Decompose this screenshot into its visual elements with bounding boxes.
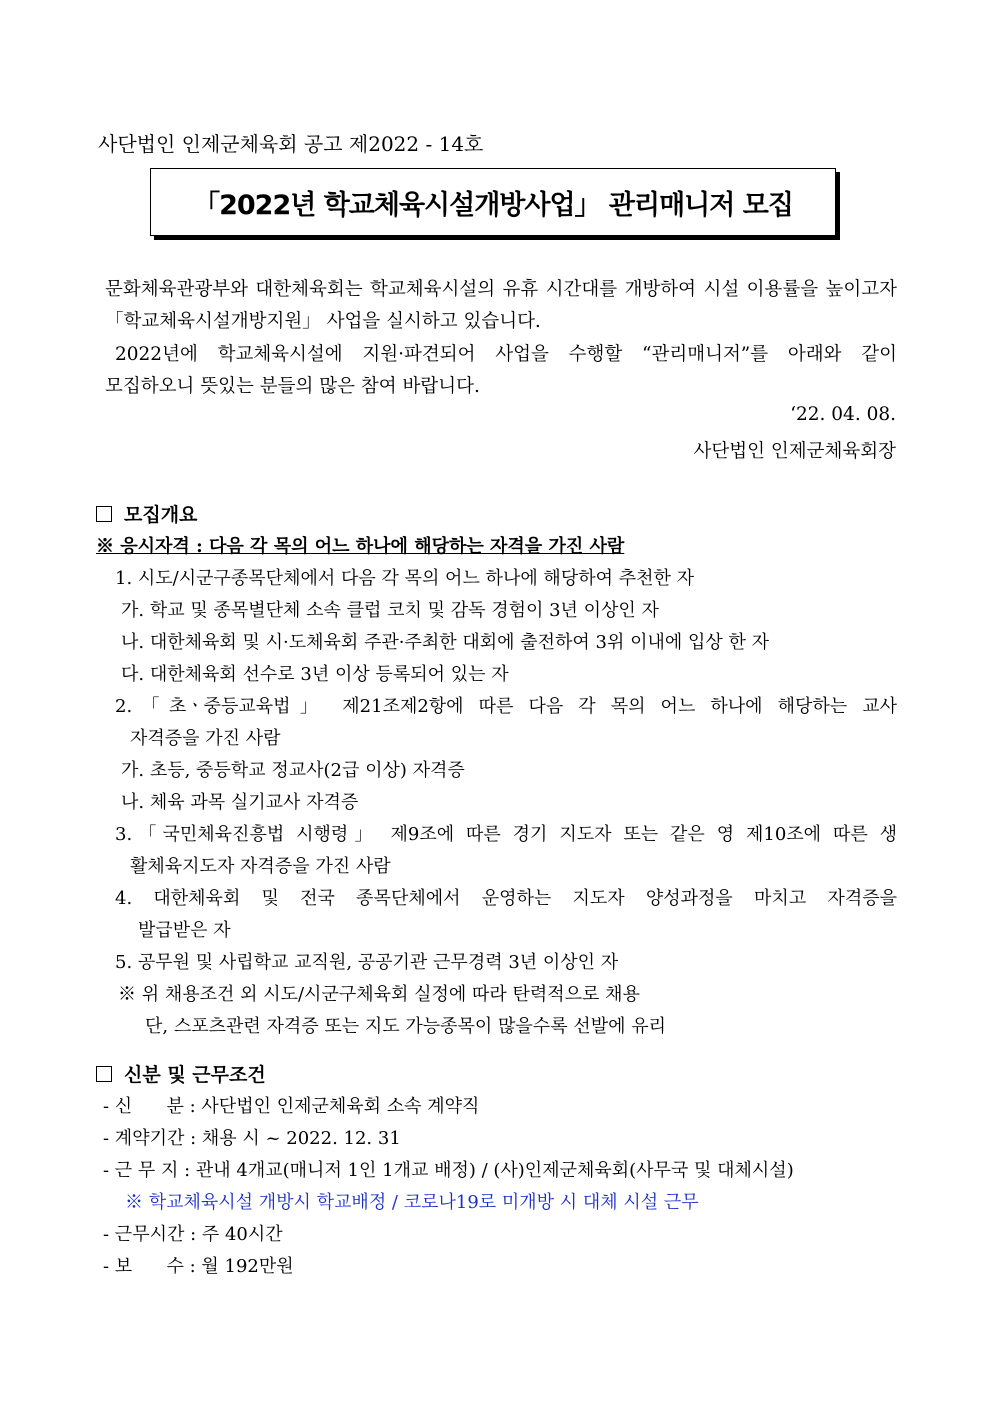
list-item: 단, 스포츠관련 자격증 또는 지도 가능종목이 많을수록 선발에 유리: [145, 1016, 666, 1037]
list-item: 나. 체육 과목 실기교사 자격증: [121, 792, 359, 813]
list-item: 2.「초ㆍ중등교육법」 제21조제2항에 따른 다음 각 목의 어느 하나에 해당하는 교사: [115, 696, 897, 717]
list-item: 발급받은 자: [138, 920, 231, 941]
intro-line-2: 「학교체육시설개방지원」 사업을 실시하고 있습니다.: [105, 311, 541, 332]
list-item: 4. 대한체육회 및 전국 종목단체에서 운영하는 지도자 양성과정을 마치고 자격증을: [115, 888, 897, 909]
notice-number: 사단법인 인제군체육회 공고 제2022 - 14호: [98, 132, 484, 156]
section-heading-conditions: [96, 1060, 266, 1087]
list-item: 나. 대한체육회 및 시·도체육회 주관·주최한 대회에 출전하여 3위 이내에 입상 한 자: [121, 632, 769, 653]
list-item: 가. 초등, 중등학교 정교사(2급 이상) 자격증: [121, 760, 465, 781]
list-item: 5. 공무원 및 사립학교 교직원, 공공기관 근무경력 3년 이상인 자: [115, 952, 619, 973]
checkbox-square-icon: [96, 1066, 112, 1082]
section-title: 신분 및 근무조건: [124, 1064, 266, 1086]
checkbox-square-icon: [96, 506, 112, 522]
list-item: 활체육지도자 자격증을 가진 사람: [130, 856, 391, 877]
page-title: 「2022년 학교체육시설개방사업」 관리매니저 모집: [193, 189, 793, 221]
intro-line-1: 문화체육관광부와 대한체육회는 학교체육시설의 유휴 시간대를 개방하여 시설 이용률을 높이고자: [105, 279, 897, 300]
condition-row: - 근무시간 : 주 40시간: [103, 1224, 283, 1245]
eligibility-heading: ※ 응시자격 : 다음 각 목의 어느 하나에 해당하는 자격을 가진 사람: [96, 536, 625, 557]
condition-row: - 신 분 : 사단법인 인제군체육회 소속 계약직: [103, 1096, 480, 1117]
intro-line-4: 모집하오니 뜻있는 분들의 많은 참여 바랍니다.: [105, 376, 480, 397]
intro-line-3: 2022년에 학교체육시설에 지원·파견되어 사업을 수행할 “관리매니저”를 아래와 같이: [115, 344, 897, 365]
announcement-date: ‘22. 04. 08.: [790, 404, 896, 425]
title-box: [150, 168, 836, 236]
signer: 사단법인 인제군체육회장: [693, 441, 896, 462]
section-title: 모집개요: [124, 504, 198, 526]
list-item: 3.「국민체육진흥법 시행령」 제9조에 따른 경기 지도자 또는 같은 영 제10조에 따른 생: [115, 824, 897, 845]
condition-note: ※ 학교체육시설 개방시 학교배정 / 코로나19로 미개방 시 대체 시설 근무: [125, 1192, 699, 1213]
list-item: 1. 시도/시군구종목단체에서 다음 각 목의 어느 하나에 해당하여 추천한 자: [115, 568, 694, 589]
list-item: 다. 대한체육회 선수로 3년 이상 등록되어 있는 자: [121, 664, 509, 685]
list-item: 자격증을 가진 사람: [130, 728, 281, 749]
condition-row: - 근 무 지 : 관내 4개교(매니저 1인 1개교 배정) / (사)인제군체육회(사무국 및 대체시설): [103, 1160, 794, 1181]
list-item: 가. 학교 및 종목별단체 소속 클럽 코치 및 감독 경험이 3년 이상인 자: [121, 600, 659, 621]
list-item: ※ 위 채용조건 외 시도/시군구체육회 실정에 따라 탄력적으로 채용: [118, 984, 640, 1005]
condition-row: - 계약기간 : 채용 시 ~ 2022. 12. 31: [103, 1128, 401, 1149]
section-heading-recruitment: [96, 500, 197, 527]
condition-row: - 보 수 : 월 192만원: [103, 1256, 294, 1277]
